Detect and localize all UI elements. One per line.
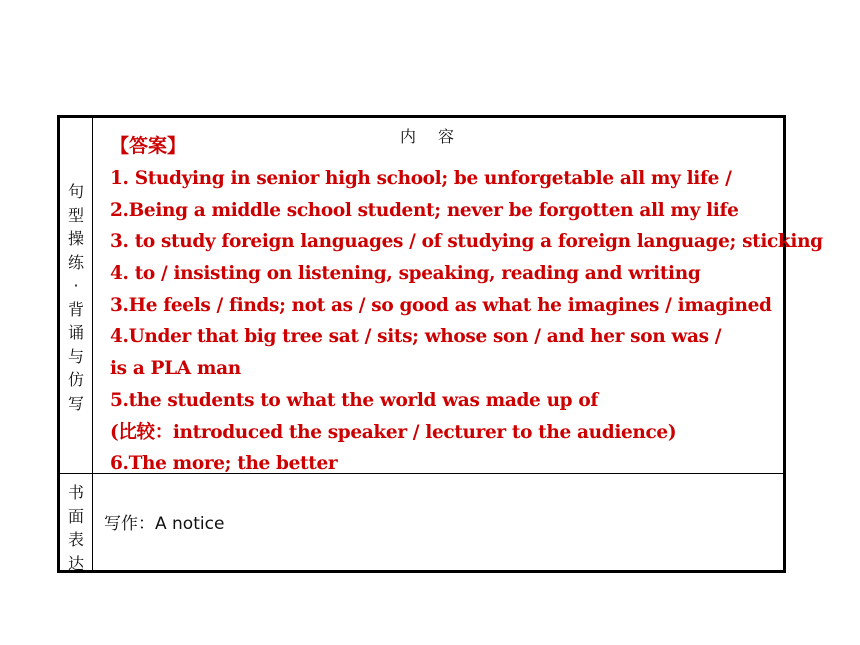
row-label-char: · bbox=[73, 276, 79, 295]
answer-line: 2.Being a middle school student; never be forgotten all my life bbox=[110, 199, 739, 221]
row-label-written-expression bbox=[60, 481, 92, 575]
row-label-sentence-practice bbox=[60, 180, 92, 415]
answer-line: 4. to / insisting on listening, speaking, reading and writing bbox=[110, 263, 701, 285]
answer-line: 5.the students to what the world was made up of bbox=[110, 389, 598, 411]
row-label-char: 书 bbox=[67, 483, 84, 502]
row-label-char: 练 bbox=[67, 252, 84, 272]
row-label-char: 诵 bbox=[67, 323, 84, 342]
writing-task: 写作：A notice bbox=[104, 514, 225, 534]
answer-heading: 【答案】 bbox=[110, 135, 187, 157]
row-label-char: 型 bbox=[67, 205, 84, 225]
answer-lines bbox=[110, 163, 823, 480]
exercise-table bbox=[57, 115, 823, 573]
row-label-char: 与 bbox=[67, 346, 84, 366]
column-header: 内容 bbox=[400, 127, 477, 146]
row-label-char: 表 bbox=[67, 530, 84, 549]
answer-line: 6.The more; the better bbox=[110, 453, 338, 475]
row-label-char: 背 bbox=[67, 299, 84, 319]
answer-line: 1. Studying in senior high school; be unforgetable all my life / bbox=[110, 168, 732, 189]
answer-line: (比较：introduced the speaker / lecturer to the audience) bbox=[110, 421, 677, 443]
row-label-char: 操 bbox=[67, 229, 84, 248]
row-label-char: 面 bbox=[67, 506, 84, 526]
row-label-char: 达 bbox=[67, 553, 84, 573]
row-label-char: 句 bbox=[67, 182, 84, 201]
column-divider bbox=[92, 118, 93, 570]
answer-line: 3. to study foreign languages / of studying a foreign language; sticking bbox=[110, 231, 823, 253]
row-label-char: 写 bbox=[67, 393, 84, 413]
row-label-char: 仿 bbox=[67, 370, 84, 389]
answer-line: 3.He feels / finds; not as / so good as what he imagines / imagined bbox=[110, 294, 772, 316]
answer-line: is a PLA man bbox=[110, 358, 241, 380]
answer-line: 4.Under that big tree sat / sits; whose son / and her son was / bbox=[110, 326, 722, 348]
